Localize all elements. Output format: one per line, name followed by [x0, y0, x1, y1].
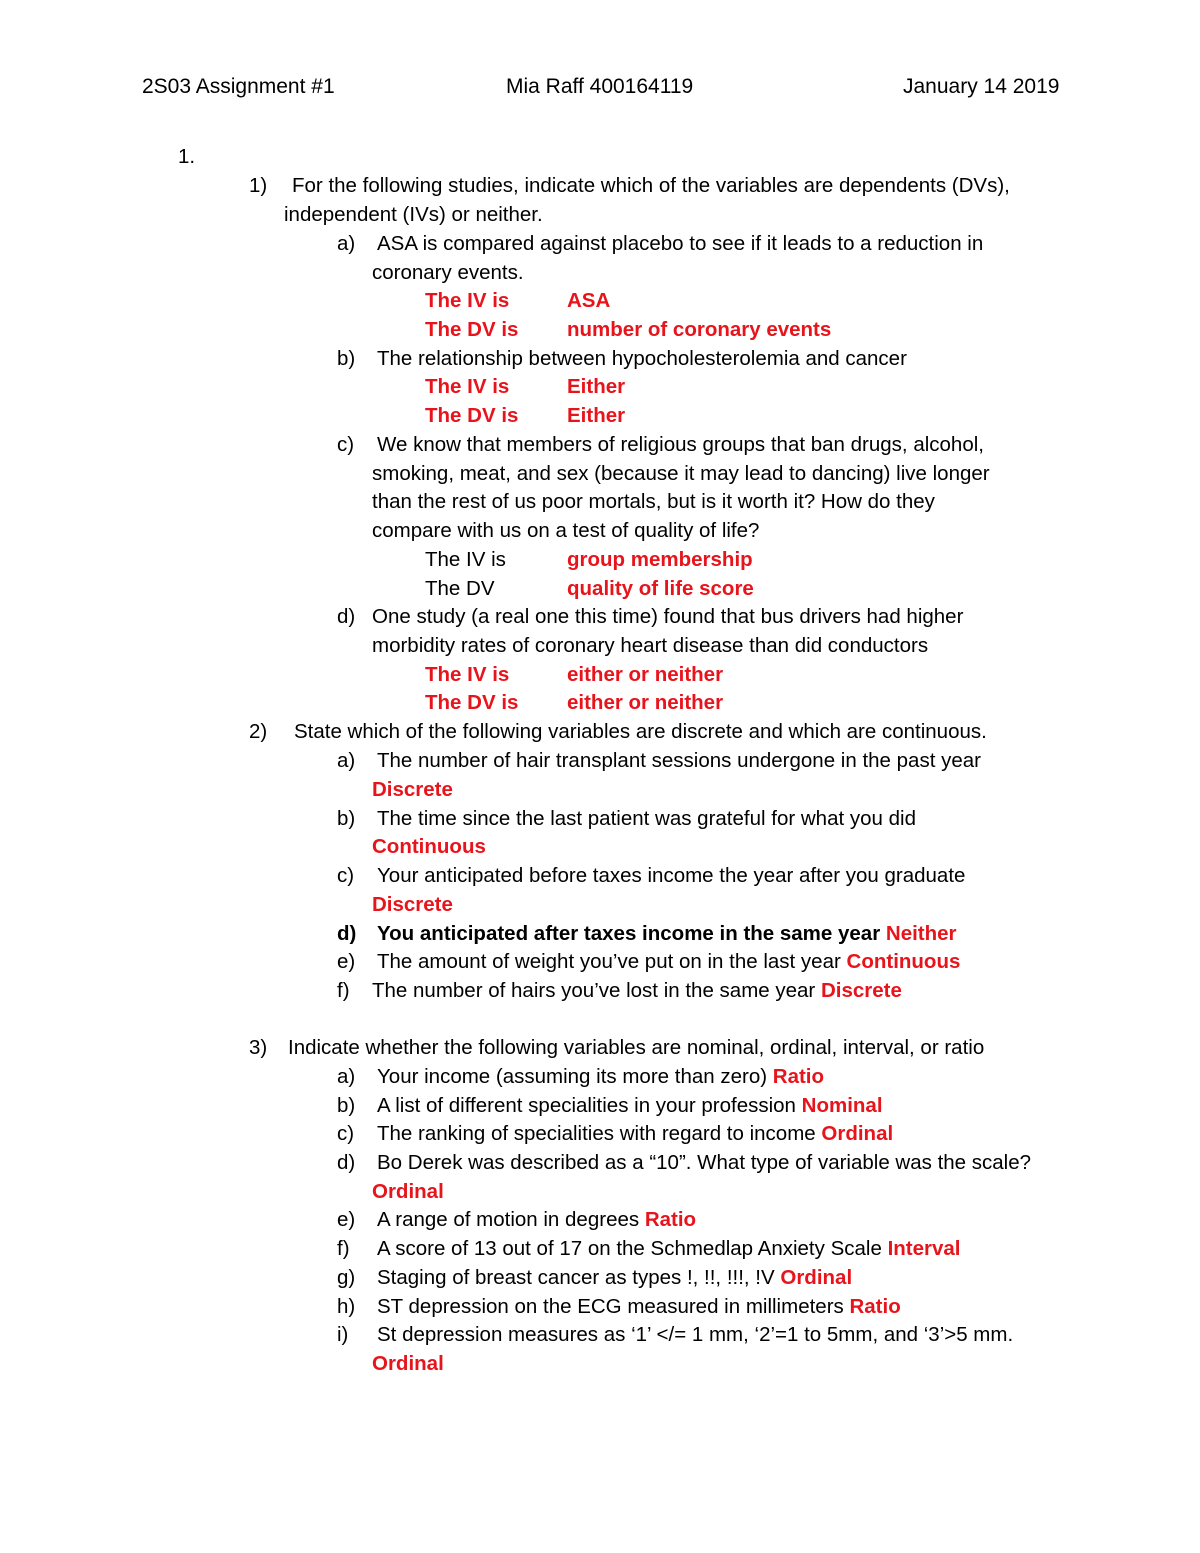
- header-course: 2S03 Assignment #1: [142, 75, 335, 98]
- q3g-answer: Ordinal: [780, 1266, 853, 1289]
- q2e-answer: Continuous: [846, 950, 961, 973]
- q2e-letter: e): [337, 950, 356, 973]
- q2d-row: [377, 924, 957, 945]
- q3f-text: A score of 13 out of 17 on the Schmedlap Anxiety Scale: [377, 1237, 882, 1260]
- q3-text: Indicate whether the following variables are nominal, ordinal, interval, or ratio: [288, 1036, 985, 1059]
- q2a-letter: a): [337, 749, 356, 772]
- q3a-row: [377, 1067, 824, 1088]
- q1b-line1: The relationship between hypocholesterolemia and cancer: [377, 347, 907, 370]
- q2d-text: You anticipated after taxes income in the same year: [377, 922, 881, 945]
- q1b-dv-value: Either: [567, 404, 626, 427]
- q1d-iv-value: either or neither: [567, 663, 724, 686]
- q2f-answer: Discrete: [820, 979, 902, 1002]
- q2a-text: The number of hair transplant sessions undergone in the past year: [377, 749, 981, 772]
- q3d-letter: d): [337, 1151, 356, 1174]
- q1c-dv-value: quality of life score: [567, 577, 754, 600]
- q1-text-line1: For the following studies, indicate which of the variables are dependents (DVs),: [292, 174, 1010, 197]
- q1b-dv-label: The DV is: [425, 404, 519, 427]
- q1d-letter: d): [337, 605, 356, 628]
- q3a-letter: a): [337, 1065, 356, 1088]
- q2-number: 2): [249, 720, 268, 743]
- q1c-iv-label: The IV is: [425, 548, 506, 571]
- q1d-iv-label: The IV is: [425, 663, 510, 686]
- q1c-line4: compare with us on a test of quality of life?: [372, 519, 760, 542]
- q3h-answer: Ratio: [849, 1295, 901, 1318]
- q1a-iv-value: ASA: [567, 289, 611, 312]
- q3h-text: ST depression on the ECG measured in millimeters: [377, 1295, 844, 1318]
- q2c-letter: c): [337, 864, 355, 887]
- q3d-text: Bo Derek was described as a “10”. What type of variable was the scale?: [377, 1151, 1032, 1174]
- q2f-letter: f): [337, 979, 350, 1002]
- q3e-text: A range of motion in degrees: [377, 1208, 640, 1231]
- q1d-line2: morbidity rates of coronary heart disease than did conductors: [372, 634, 929, 657]
- q2d-answer: Neither: [885, 922, 957, 945]
- q3-number: 3): [249, 1036, 268, 1059]
- q3b-text: A list of different specialities in your profession: [377, 1094, 796, 1117]
- q2b-answer: Continuous: [372, 835, 486, 858]
- q1c-line3: than the rest of us poor mortals, but is it worth it? How do they: [372, 490, 935, 513]
- q3h-row: [377, 1297, 901, 1318]
- q2f-text: The number of hairs you’ve lost in the same year: [372, 979, 816, 1002]
- q1b-iv-value: Either: [567, 375, 626, 398]
- q3g-row: [377, 1268, 852, 1289]
- q2a-answer: Discrete: [372, 778, 453, 801]
- q1d-line1: One study (a real one this time) found that bus drivers had higher: [372, 605, 964, 628]
- q3i-letter: i): [337, 1323, 349, 1346]
- q3e-letter: e): [337, 1208, 356, 1231]
- q1a-iv-label: The IV is: [425, 289, 510, 312]
- q3g-letter: g): [337, 1266, 356, 1289]
- q1a-dv-value: number of coronary events: [567, 318, 832, 341]
- q3c-letter: c): [337, 1122, 355, 1145]
- q1a-line2: coronary events.: [372, 261, 524, 284]
- q1b-iv-label: The IV is: [425, 375, 510, 398]
- q3a-answer: Ratio: [772, 1065, 825, 1088]
- q1c-dv-label: The DV: [425, 577, 495, 600]
- q2c-answer: Discrete: [372, 893, 453, 916]
- q3e-answer: Ratio: [644, 1208, 697, 1231]
- header-date: January 14 2019: [903, 75, 1060, 98]
- q3e-row: [377, 1210, 696, 1231]
- q1c-line2: smoking, meat, and sex (because it may lead to dancing) live longer: [372, 462, 990, 485]
- q3c-text: The ranking of specialities with regard to income: [377, 1122, 816, 1145]
- q3f-answer: Interval: [887, 1237, 961, 1260]
- q3f-row: [377, 1239, 960, 1260]
- q3b-row: [377, 1096, 883, 1117]
- q3h-letter: h): [337, 1295, 356, 1318]
- q3b-letter: b): [337, 1094, 356, 1117]
- q3f-letter: f): [337, 1237, 350, 1260]
- q1b-letter: b): [337, 347, 356, 370]
- q2c-text: Your anticipated before taxes income the year after you graduate: [377, 864, 966, 887]
- q1-number: 1): [249, 174, 268, 197]
- q3a-text: Your income (assuming its more than zero): [377, 1065, 768, 1088]
- top-number: 1.: [178, 145, 196, 168]
- q3g-text: Staging of breast cancer as types !, !!, !!!, !V: [377, 1266, 775, 1289]
- q1a-letter: a): [337, 232, 356, 255]
- q3d-answer: Ordinal: [372, 1180, 444, 1203]
- q3i-answer: Ordinal: [372, 1352, 444, 1375]
- q3c-answer: Ordinal: [821, 1122, 894, 1145]
- q2-text: State which of the following variables are discrete and which are continuous.: [294, 720, 987, 743]
- q1-text-line2: independent (IVs) or neither.: [284, 203, 543, 226]
- q3c-row: [377, 1124, 893, 1145]
- q1d-dv-value: either or neither: [567, 691, 724, 714]
- q2d-letter: d): [337, 922, 357, 945]
- q1a-dv-label: The DV is: [425, 318, 519, 341]
- q2b-letter: b): [337, 807, 356, 830]
- q3i-text: St depression measures as ‘1’ </= 1 mm, ‘2’=1 to 5mm, and ‘3’>5 mm.: [377, 1323, 1014, 1346]
- q1c-letter: c): [337, 433, 355, 456]
- q3b-answer: Nominal: [801, 1094, 883, 1117]
- q2f-row: [372, 981, 902, 1002]
- q1c-iv-value: group membership: [567, 548, 753, 571]
- q1c-line1: We know that members of religious groups that ban drugs, alcohol,: [377, 433, 984, 456]
- q1d-dv-label: The DV is: [425, 691, 519, 714]
- q2b-text: The time since the last patient was grateful for what you did: [377, 807, 916, 830]
- header-author: Mia Raff 400164119: [506, 75, 694, 98]
- q2e-text: The amount of weight you’ve put on in the last year: [377, 950, 841, 973]
- q1a-line1: ASA is compared against placebo to see if it leads to a reduction in: [377, 232, 984, 255]
- q2e-row: [377, 952, 960, 973]
